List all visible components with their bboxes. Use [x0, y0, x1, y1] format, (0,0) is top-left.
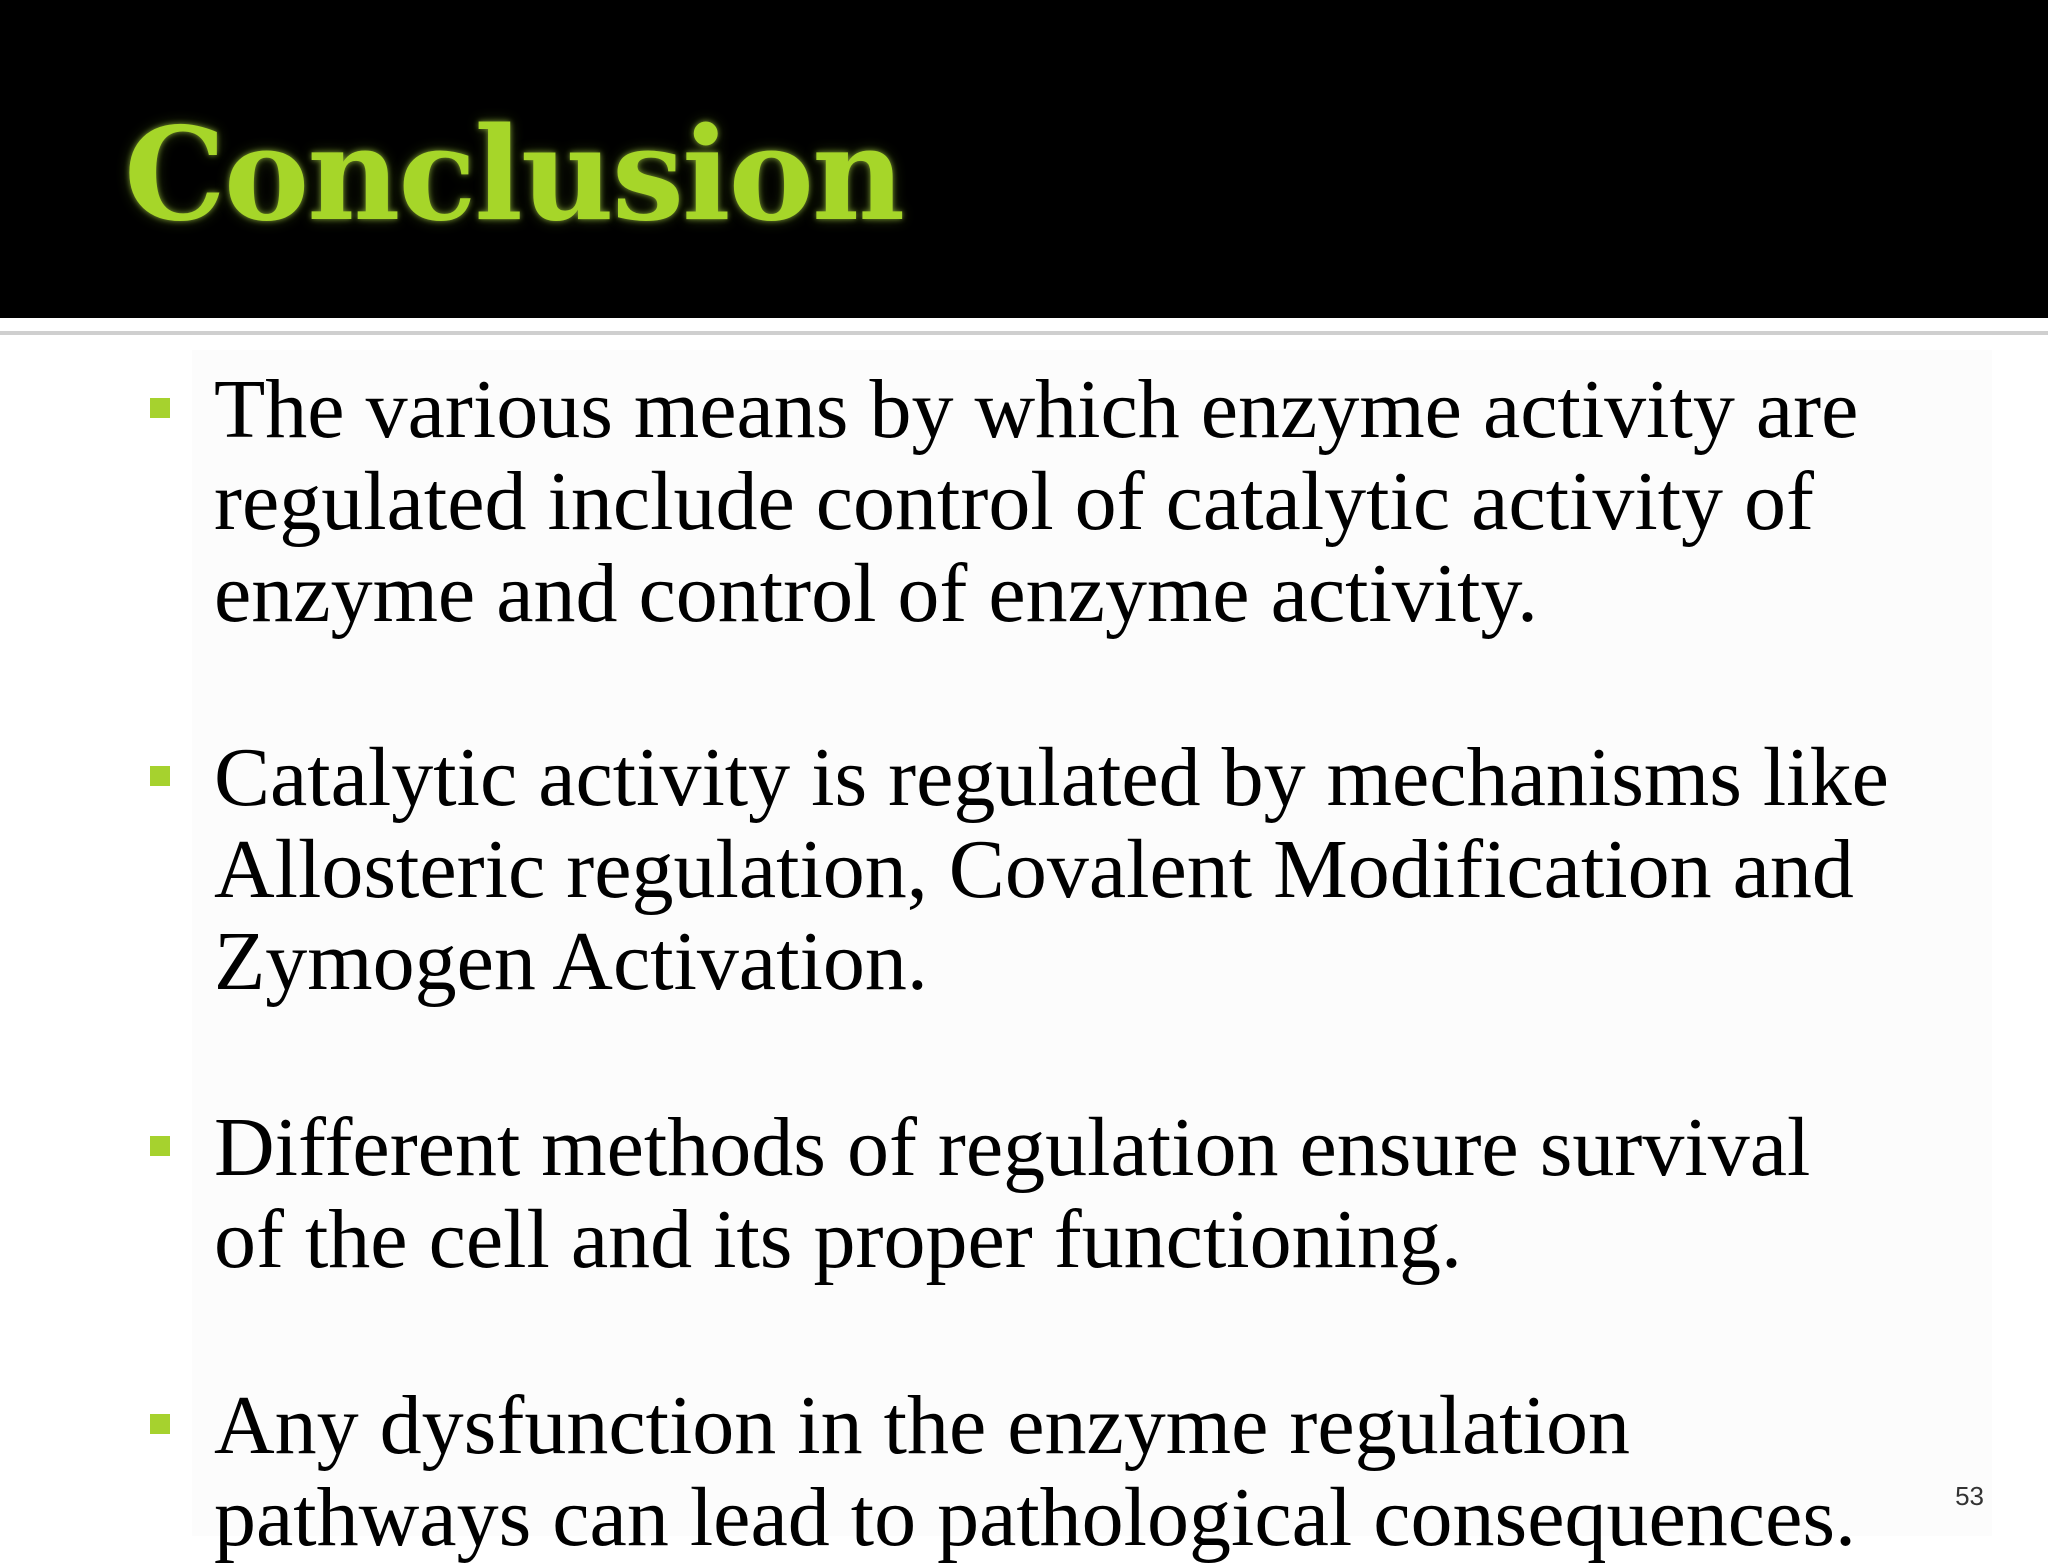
bullet-line: pathways can lead to pathological consequences. [214, 1471, 1857, 1564]
bullet-square-icon [150, 398, 170, 418]
bullet-line: Allosteric regulation, Covalent Modification and [214, 823, 1854, 916]
bullet-text [214, 1102, 2014, 1286]
slide-title: Conclusion [124, 100, 904, 250]
bullet-line: of the cell and its proper functioning. [214, 1193, 1462, 1286]
slide-title-bar [0, 0, 2048, 318]
title-divider [0, 331, 2048, 335]
bullet-line: The various means by which enzyme activity are [214, 363, 1859, 456]
bullet-line: enzyme and control of enzyme activity. [214, 547, 1539, 640]
bullet-line: Any dysfunction in the enzyme regulation [214, 1379, 1630, 1472]
bullet-line: Zymogen Activation. [214, 915, 928, 1008]
bullet-text [214, 364, 2014, 640]
bullet-line: Different methods of regulation ensure survival [214, 1101, 1811, 1194]
bullet-square-icon [150, 766, 170, 786]
bullet-text [214, 1380, 2014, 1564]
bullet-line: regulated include control of catalytic activity of [214, 455, 1815, 548]
bullet-line: Catalytic activity is regulated by mechanisms like [214, 731, 1889, 824]
bullet-square-icon [150, 1136, 170, 1156]
bullet-text [214, 732, 2014, 1008]
slide-page-number: 53 [1955, 1481, 1984, 1511]
bullet-square-icon [150, 1414, 170, 1434]
